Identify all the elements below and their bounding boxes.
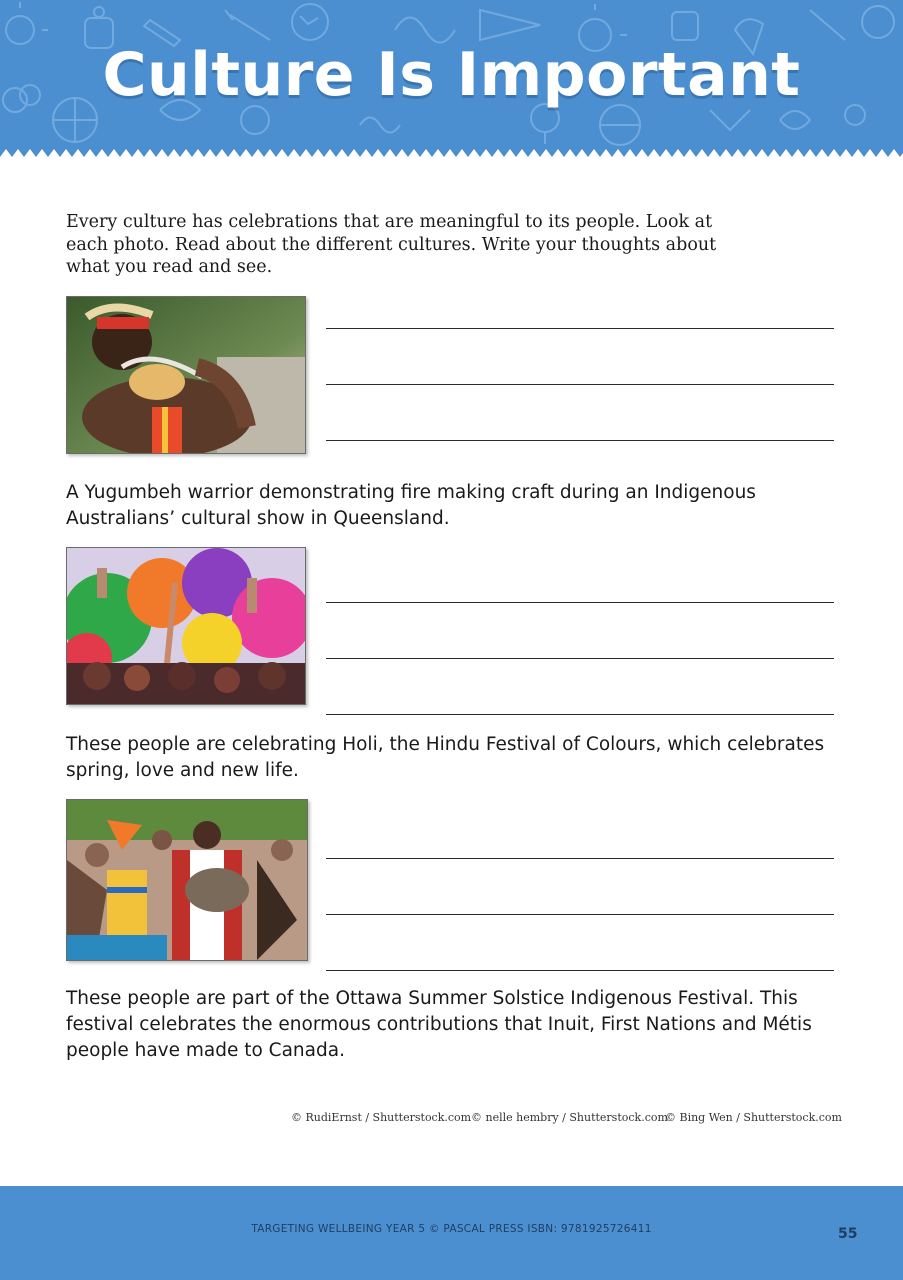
header-banner (0, 0, 903, 165)
answer-line[interactable] (326, 858, 834, 859)
answer-line[interactable] (326, 384, 834, 385)
page-number: 55 (838, 1226, 858, 1242)
photo-caption-1: A Yugumbeh warrior demonstrating fire making craft during an Indigenous Australians’ cultural show in Queensland. (66, 482, 756, 529)
solstice-festival-photo (66, 799, 308, 961)
answer-line[interactable] (326, 602, 834, 603)
photo-credit-3: © Bing Wen / Shutterstock.com (665, 1111, 842, 1124)
answer-line[interactable] (326, 328, 834, 329)
answer-line[interactable] (326, 658, 834, 659)
photo-credit-2: © nelle hembry / Shutterstock.com (471, 1111, 668, 1124)
answer-line[interactable] (326, 914, 834, 915)
answer-line[interactable] (326, 970, 834, 971)
page-title: Culture Is Important (102, 40, 801, 110)
holi-festival-photo (66, 547, 306, 705)
footer-publication-info: TARGETING WELLBEING YEAR 5 © PASCAL PRESS ISBN: 9781925726411 (251, 1223, 652, 1235)
warrior-fire-making-photo (66, 296, 306, 454)
photo-credit-1: © RudiErnst / Shutterstock.com (291, 1111, 472, 1124)
answer-line[interactable] (326, 714, 834, 715)
photo-caption-2: These people are celebrating Holi, the Hindu Festival of Colours, which celebrates spring, love and new life. (66, 734, 825, 781)
intro-text: Every culture has celebrations that are meaningful to its people. Look at each photo. Read about the different cultures. Write your thoughts about what you read and see. (66, 212, 717, 277)
answer-line[interactable] (326, 440, 834, 441)
zigzag-edge (0, 147, 903, 165)
photo-caption-3: These people are part of the Ottawa Summer Solstice Indigenous Festival. This festival celebrates the enormous contributions that Inuit, First Nations and Métis people have made to Canada. (66, 988, 812, 1061)
